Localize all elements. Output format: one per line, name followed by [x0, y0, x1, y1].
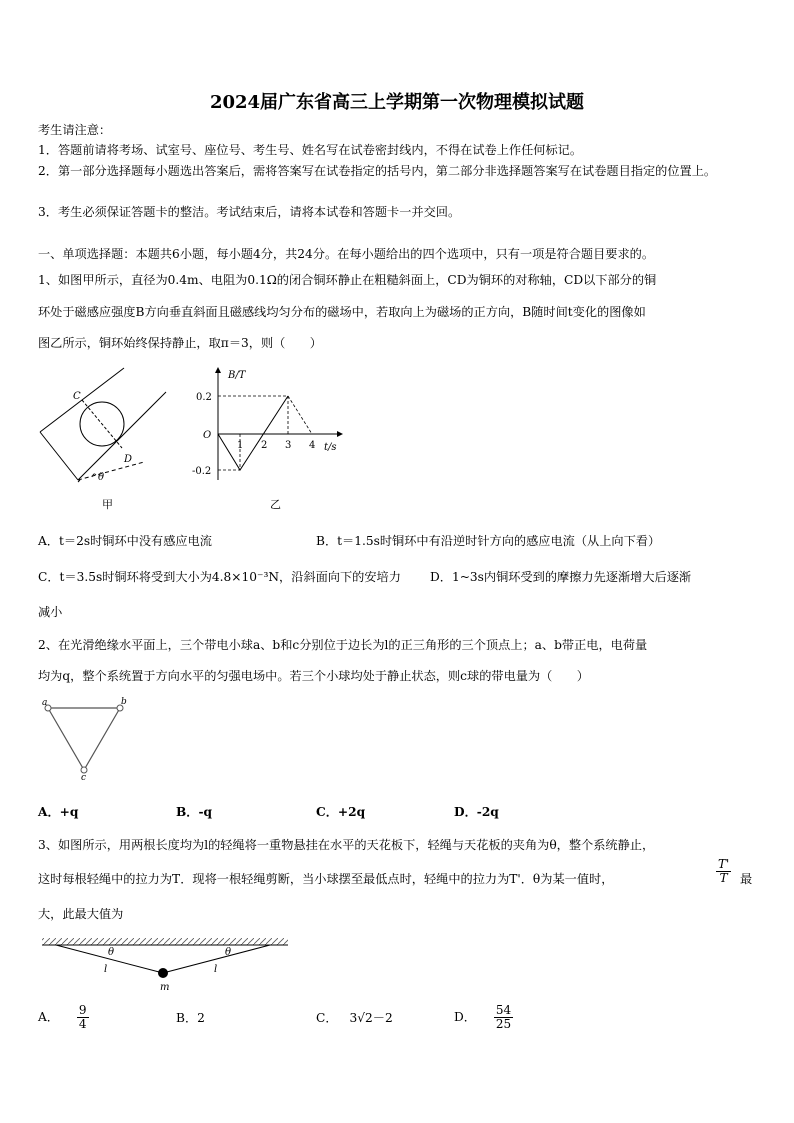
notice-heading: 考生请注意： [38, 123, 112, 137]
q2-line-2: 均为q，整个系统置于方向水平的匀强电场中。若三个小球均处于静止状态，则c球的带电量为（ ） [38, 669, 589, 683]
q1-line-2: 环处于磁感应强度B方向垂直斜面且磁感线均匀分布的磁场中，若取向上为磁场的正方向，B随时间t变化的图像如 [38, 305, 646, 319]
q3-fraction-den: T [719, 871, 728, 886]
q3-fraction-num: T' [718, 857, 730, 871]
q1-option-b: B．t＝1.5s时铜环中有沿逆时针方向的感应电流（从上向下看） [316, 534, 661, 548]
q3-option-d: D． $\frac{54}{25}$ [454, 1003, 512, 1032]
q1-figure-graph [190, 362, 350, 514]
q1-line-3: 图乙所示，铜环始终保持静止，取π＝3，则（ ） [38, 336, 322, 350]
q3-option-b: B．2 [176, 1011, 205, 1025]
q3-figure-ceiling [38, 932, 290, 996]
q3-line-1: 3、如图所示，用两根长度均为l的轻绳将一重物悬挂在水平的天花板下，轻绳与天花板的夹角为θ，整个系统静止， [38, 838, 655, 852]
notice-item-3: 3．考生必须保证答题卡的整洁。考试结束后，请将本试卷和答题卡一并交回。 [38, 205, 461, 219]
q2-option-c: C．+2q [316, 805, 366, 819]
q2-option-d: D．-2q [454, 805, 499, 819]
q1-figure-incline [36, 362, 176, 514]
q3-option-c: C． 3√2－2 [316, 1011, 393, 1025]
label-c: C [73, 391, 81, 402]
graph-xlabel: t/s [324, 442, 337, 453]
caption-yi: 乙 [270, 498, 281, 511]
q2-option-b: B．-q [176, 805, 213, 819]
q3-line-3: 大，此最大值为 [38, 907, 124, 921]
label-theta-left: θ [108, 947, 115, 958]
q3-line-2: 这时每根轻绳中的拉力为T．现将一根轻绳剪断，当小球摆至最低点时，轻绳中的拉力为T'．θ为某一值时， [38, 872, 614, 886]
q2-figure-triangle [38, 696, 138, 780]
graph-xtick-2: 3 [285, 440, 292, 451]
label-theta-right: θ [225, 947, 232, 958]
q1-option-c: C．t＝3.5s时铜环将受到大小为4.8×10⁻³N，沿斜面向下的安培力 [38, 570, 401, 584]
q1-line-1: 1、如图甲所示，直径为0.4m、电阻为0.1Ω的闭合铜环静止在粗糙斜面上，CD为铜环的对称轴，CD以下部分的铜 [38, 273, 657, 287]
label-c2: c [81, 773, 87, 780]
label-b: b [121, 697, 127, 707]
graph-xtick-0: 1 [237, 440, 244, 451]
graph-xtick-1: 2 [261, 440, 268, 451]
section-heading: 一、单项选择题：本题共6小题，每小题4分，共24分。在每小题给出的四个选项中，只有一项是符合题目要求的。 [38, 247, 655, 261]
q3-line-2-end: 最 [740, 872, 753, 886]
label-a: a [42, 698, 48, 708]
notice-item-2: 2．第一部分选择题每小题选出答案后，需将答案写在试卷指定的括号内，第二部分非选择题答案写在试卷题目指定的位置上。 [38, 164, 717, 178]
label-d: D [124, 454, 133, 465]
graph-ylabel: B/T [228, 370, 246, 381]
q2-option-a: A．+q [38, 805, 79, 819]
notice-item-1: 1．答题前请将考场、试室号、座位号、考生号、姓名写在试卷密封线内，不得在试卷上作任何标记。 [38, 143, 583, 157]
q1-option-a: A．t＝2s时铜环中没有感应电流 [38, 534, 212, 548]
q1-option-d-cont: 减小 [38, 605, 63, 619]
caption-jia: 甲 [102, 498, 113, 511]
q2-line-1: 2、在光滑绝缘水平面上，三个带电小球a、b和c分别位于边长为l的正三角形的三个顶点上；a、b带正电，电荷量 [38, 638, 648, 652]
q3-fraction [716, 858, 731, 885]
graph-ytick-1: -0.2 [192, 466, 212, 477]
label-l-right: l [214, 964, 218, 975]
graph-xtick-3: 4 [309, 440, 316, 451]
label-theta: θ [98, 472, 105, 483]
label-l-left: l [104, 964, 108, 975]
label-m: m [160, 982, 170, 993]
graph-origin: O [203, 430, 212, 441]
page-title: 2024届广东省高三上学期第一次物理模拟试题 [209, 92, 585, 113]
q3-option-a: A． $\frac{9}{4}$ [38, 1003, 87, 1032]
q1-option-d: D．1~3s内铜环受到的摩擦力先逐渐增大后逐渐 [430, 570, 692, 584]
graph-ytick-0: 0.2 [196, 392, 212, 403]
